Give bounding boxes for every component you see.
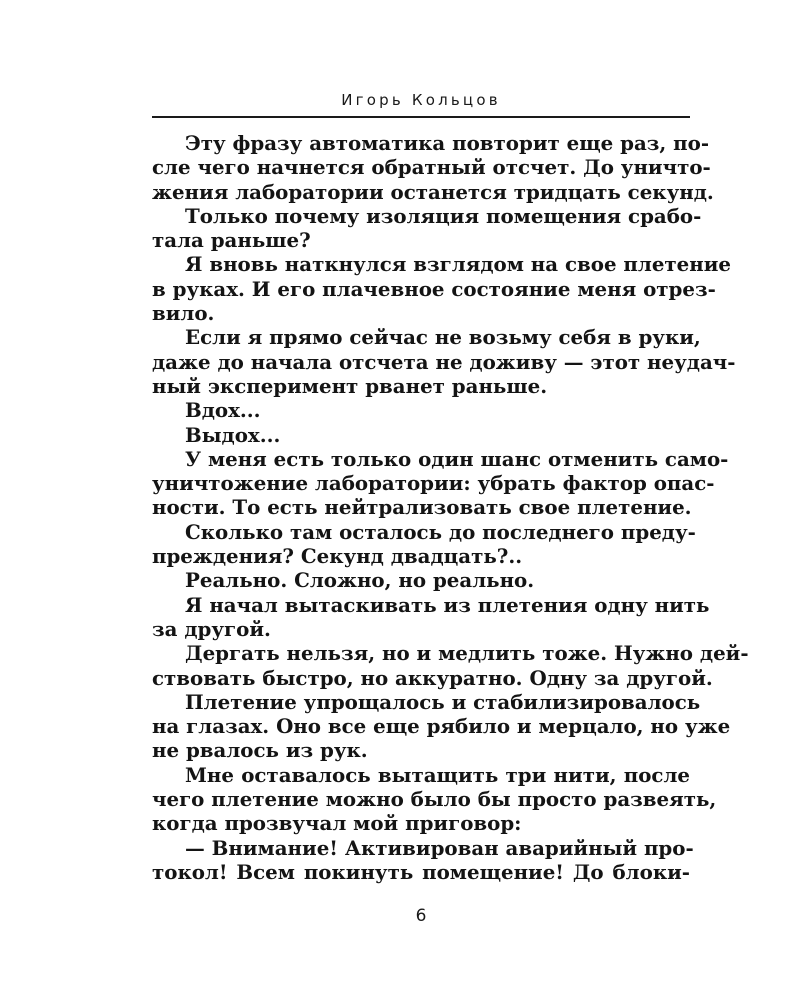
text-line: Я начал вытаскивать из плетения одну нить (185, 592, 710, 617)
paragraph (152, 325, 736, 398)
text-line: когда прозвучал мой приговор: (152, 811, 522, 836)
text-line: ности. То есть нейтрализовать свое плетение. (152, 495, 692, 520)
text-line: не рвалось из рук. (152, 738, 368, 763)
text-line: У меня есть только один шанс отменить само- (185, 446, 729, 471)
paragraph (152, 252, 732, 326)
text-line: вило. (152, 301, 215, 326)
page-number: 6 (415, 906, 427, 926)
text-line: в руках. И его плачевное состояние меня отрез- (152, 276, 716, 301)
text-line: Выдох... (185, 422, 281, 447)
header-rule (152, 116, 690, 118)
paragraph (152, 446, 729, 520)
text-line: Плетение упрощалось и стабилизировалось (185, 689, 701, 714)
text-line: Я вновь наткнулся взглядом на свое плетение (185, 252, 732, 277)
paragraph (152, 762, 717, 836)
text-line: за другой. (152, 616, 271, 641)
text-line: сле чего начнется обратный отсчет. До уничто- (152, 155, 711, 180)
text-line: даже до начала отсчета не доживу — этот неудач- (152, 349, 736, 374)
text-line: Только почему изоляция помещения срабо- (185, 203, 702, 228)
text-line: ствовать быстро, но аккуратно. Одну за другой. (152, 665, 713, 690)
text-line: чего плетение можно было бы просто развеять, (152, 787, 717, 812)
paragraph (152, 423, 690, 447)
text-line: Дергать нельзя, но и медлить тоже. Нужно дей- (185, 641, 749, 666)
paragraph (152, 131, 714, 204)
text-line: Если я прямо сейчас не возьму себя в руки, (185, 325, 701, 350)
paragraph (152, 689, 731, 763)
text-line: на глазах. Оно все еще рябило и мерцало, но уже (152, 714, 731, 739)
paragraph (152, 568, 690, 592)
text-line: токол! Всем покинуть помещение! До блоки- (152, 859, 690, 884)
text-line: — Внимание! Активирован аварийный про- (185, 835, 694, 860)
text-line: Вдох... (185, 398, 261, 423)
text-line: ный эксперимент рванет раньше. (152, 373, 548, 398)
paragraph (152, 203, 702, 253)
paragraph (152, 398, 690, 422)
text-line: Сколько там осталось до последнего преду- (185, 519, 696, 544)
text-line: Эту фразу автоматика повторит еще раз, по- (185, 131, 710, 155)
running-head-author: Игорь Кольцов (341, 91, 501, 109)
text-line: преждения? Секунд двадцать?.. (152, 544, 523, 569)
paragraph (152, 519, 696, 569)
text-line: уничтожение лаборатории: убрать фактор опас- (152, 471, 715, 496)
text-line: Мне оставалось вытащить три нити, после (185, 762, 690, 787)
text-line: Реально. Сложно, но реально. (185, 568, 535, 593)
text-line: тала раньше? (152, 228, 311, 253)
paragraph (152, 641, 749, 690)
body-text (152, 131, 749, 884)
paragraph (152, 835, 694, 885)
paragraph (152, 592, 710, 642)
text-line: жения лаборатории останется тридцать секунд. (152, 179, 714, 204)
